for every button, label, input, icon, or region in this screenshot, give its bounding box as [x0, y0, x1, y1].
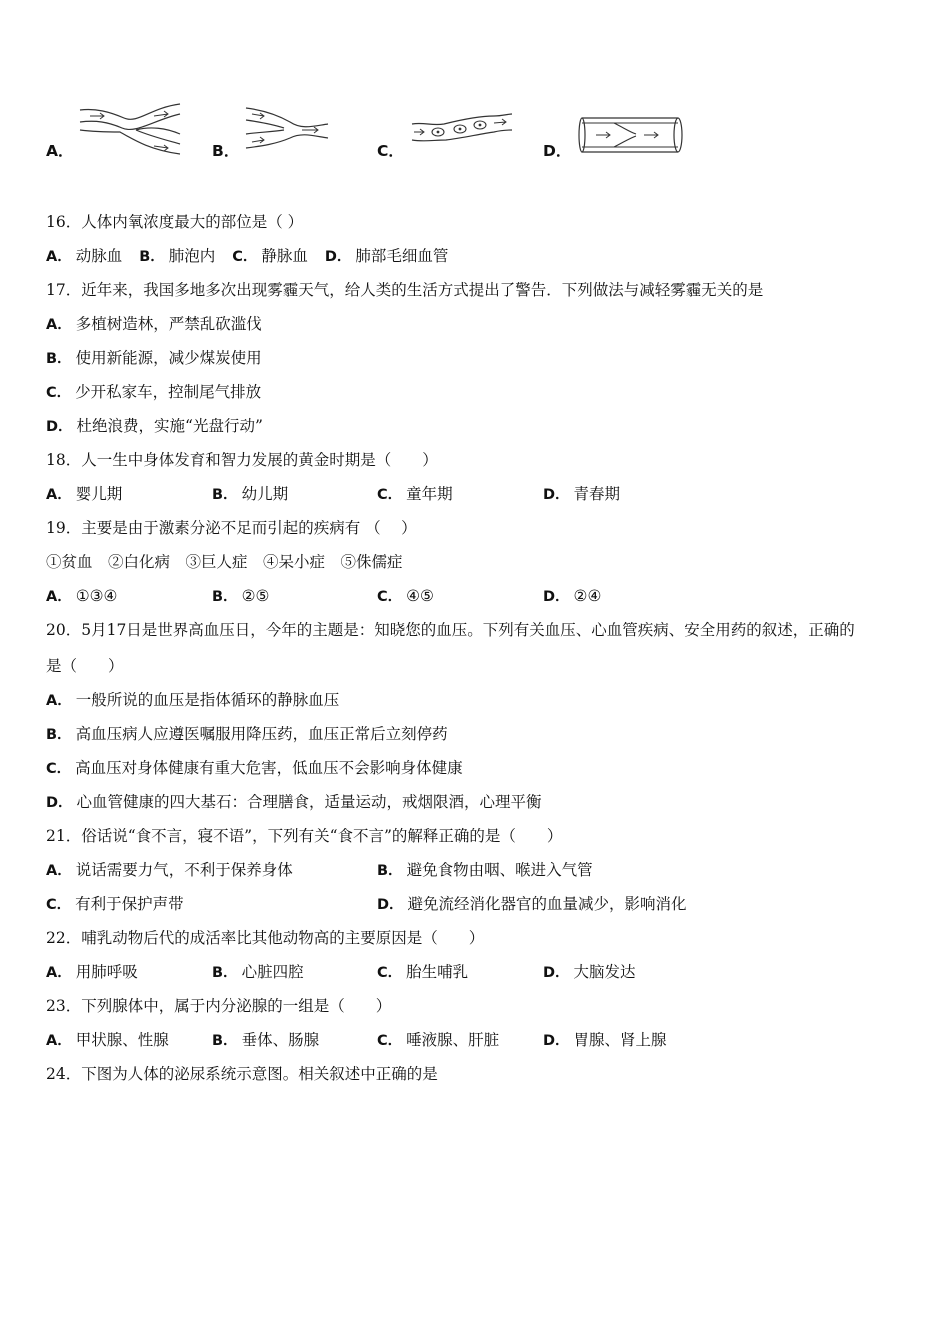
- option-text: 少开私家车，控制尾气排放: [75, 383, 262, 401]
- question-18-options: [46, 484, 906, 504]
- option-label: A．: [46, 249, 72, 265]
- question-20-stem-line-1: 20．5月17日是世界高血压日，今年的主题是：知晓您的血压。下列有关血压、心血管疾病、安全用药的叙述，正确的: [46, 621, 855, 639]
- question-20-stem-line-2: 是（ ）: [46, 657, 124, 675]
- question-20-option-b: [46, 724, 448, 745]
- question-21-stem: 21．俗话说“食不言，寝不语”，下列有关“食不言”的解释正确的是（ ）: [46, 827, 563, 845]
- question-21-options-row-1: [46, 860, 906, 880]
- option-label: D．: [543, 487, 570, 503]
- option-text: ②④: [573, 587, 602, 605]
- option-label: B．: [212, 1033, 238, 1049]
- option-label: D．: [543, 589, 570, 605]
- option-label: D．: [543, 1033, 570, 1049]
- option-label: B．: [212, 589, 238, 605]
- option-text: 大脑发达: [573, 963, 636, 981]
- option-label: B．: [212, 965, 238, 981]
- option-label: B．: [377, 863, 403, 879]
- option-text: 垂体、肠腺: [241, 1031, 320, 1049]
- option-text: 肺泡内: [168, 247, 216, 265]
- question-19-options: [46, 586, 906, 606]
- figure-option-c-label: C．: [377, 142, 404, 160]
- option-label: C．: [46, 761, 72, 777]
- option-text: ④⑤: [406, 587, 434, 605]
- option-text: 避免流经消化器官的血量减少，影响消化: [407, 895, 687, 913]
- option-label: C．: [377, 1033, 403, 1049]
- option-text: 用肺呼吸: [75, 963, 138, 981]
- option-text: 青春期: [573, 485, 621, 503]
- option-label: A．: [46, 589, 72, 605]
- option-text: 唾液腺、肝脏: [406, 1031, 500, 1049]
- option-text: 肺部毛细血管: [355, 247, 449, 265]
- option-label: B．: [46, 727, 72, 743]
- question-22-stem: 22．哺乳动物后代的成活率比其他动物高的主要原因是（ ）: [46, 929, 485, 947]
- option-label: C．: [232, 249, 258, 265]
- question-21-options-row-2: [46, 894, 906, 914]
- option-text: 幼儿期: [241, 485, 289, 503]
- option-text: ①③④: [75, 587, 118, 605]
- vein-with-valve-icon: [578, 114, 690, 156]
- option-label: C．: [46, 385, 72, 401]
- figure-option-d-label: D．: [543, 142, 572, 160]
- option-label: D．: [377, 897, 404, 913]
- option-text: 胃腺、肾上腺: [573, 1031, 667, 1049]
- option-text: 胎生哺乳: [406, 963, 469, 981]
- option-text: 杜绝浪费，实施“光盘行动”: [76, 417, 263, 435]
- option-label: C．: [377, 965, 403, 981]
- option-label: D．: [324, 249, 352, 265]
- question-17-option-a: [46, 314, 262, 335]
- option-text: 高血压病人应遵医嘱服用降压药，血压正常后立刻停药: [75, 725, 448, 743]
- question-16-options: [46, 246, 448, 267]
- option-text: 高血压对身体健康有重大危害，低血压不会影响身体健康: [75, 759, 463, 777]
- question-19-items: ①贫血 ②白化病 ③巨人症 ④呆小症 ⑤侏儒症: [46, 553, 403, 571]
- option-label: C．: [377, 589, 403, 605]
- option-label: B．: [46, 351, 72, 367]
- option-label: A．: [46, 863, 72, 879]
- figure-option-a-label: A．: [46, 142, 74, 160]
- option-label: D．: [543, 965, 570, 981]
- option-label: B．: [212, 487, 238, 503]
- option-text: 童年期: [406, 485, 453, 503]
- option-text: 避免食物由咽、喉进入气管: [406, 861, 593, 879]
- option-label: A．: [46, 965, 72, 981]
- option-label: A．: [46, 317, 72, 333]
- option-text: ②⑤: [241, 587, 270, 605]
- option-label: B．: [139, 249, 165, 265]
- option-label: C．: [46, 897, 72, 913]
- option-text: 心血管健康的四大基石：合理膳食，适量运动，戒烟限酒，心理平衡: [76, 793, 542, 811]
- question-17-option-b: [46, 348, 262, 369]
- option-label: D．: [46, 419, 73, 435]
- option-text: 静脉血: [261, 247, 308, 265]
- question-17-option-d: [46, 416, 263, 437]
- option-text: 使用新能源，减少煤炭使用: [75, 349, 262, 367]
- question-17-option-c: [46, 382, 261, 403]
- option-text: 一般所说的血压是指体循环的静脉血压: [75, 691, 340, 709]
- option-text: 心脏四腔: [241, 963, 304, 981]
- vessel-diverging-icon: [76, 100, 184, 160]
- question-18-stem: 18．人一生中身体发育和智力发展的黄金时期是（ ）: [46, 451, 438, 469]
- option-text: 婴儿期: [75, 485, 123, 503]
- option-label: C．: [377, 487, 403, 503]
- question-17-stem: 17．近年来，我国多地多次出现雾霾天气，给人类的生活方式提出了警告．下列做法与减轻雾霾无关的是: [46, 281, 764, 299]
- question-20-option-c: [46, 758, 463, 779]
- question-23-stem: 23．下列腺体中，属于内分泌腺的一组是（ ）: [46, 997, 392, 1015]
- question-23-options: [46, 1030, 906, 1050]
- question-19-stem: 19．主要是由于激素分泌不足而引起的疾病有 （ ）: [46, 519, 417, 537]
- option-text: 甲状腺、性腺: [75, 1031, 169, 1049]
- option-text: 有利于保护声带: [75, 895, 184, 913]
- option-label: D．: [46, 795, 73, 811]
- option-label: A．: [46, 487, 72, 503]
- option-label: A．: [46, 1033, 72, 1049]
- vessel-converging-icon: [244, 104, 330, 156]
- figure-option-b-label: B．: [212, 142, 240, 160]
- question-16-stem: 16．人体内氧浓度最大的部位是（ ）: [46, 213, 304, 231]
- option-text: 说话需要力气，不利于保养身体: [75, 861, 293, 879]
- question-22-options: [46, 962, 906, 982]
- question-20-option-a: [46, 690, 339, 711]
- question-24-stem: 24．下图为人体的泌尿系统示意图。相关叙述中正确的是: [46, 1065, 438, 1083]
- capillary-with-cells-icon: [410, 110, 514, 150]
- option-text: 动脉血: [75, 247, 123, 265]
- option-label: A．: [46, 693, 72, 709]
- question-20-option-d: [46, 792, 542, 813]
- option-text: 多植树造林，严禁乱砍滥伐: [75, 315, 262, 333]
